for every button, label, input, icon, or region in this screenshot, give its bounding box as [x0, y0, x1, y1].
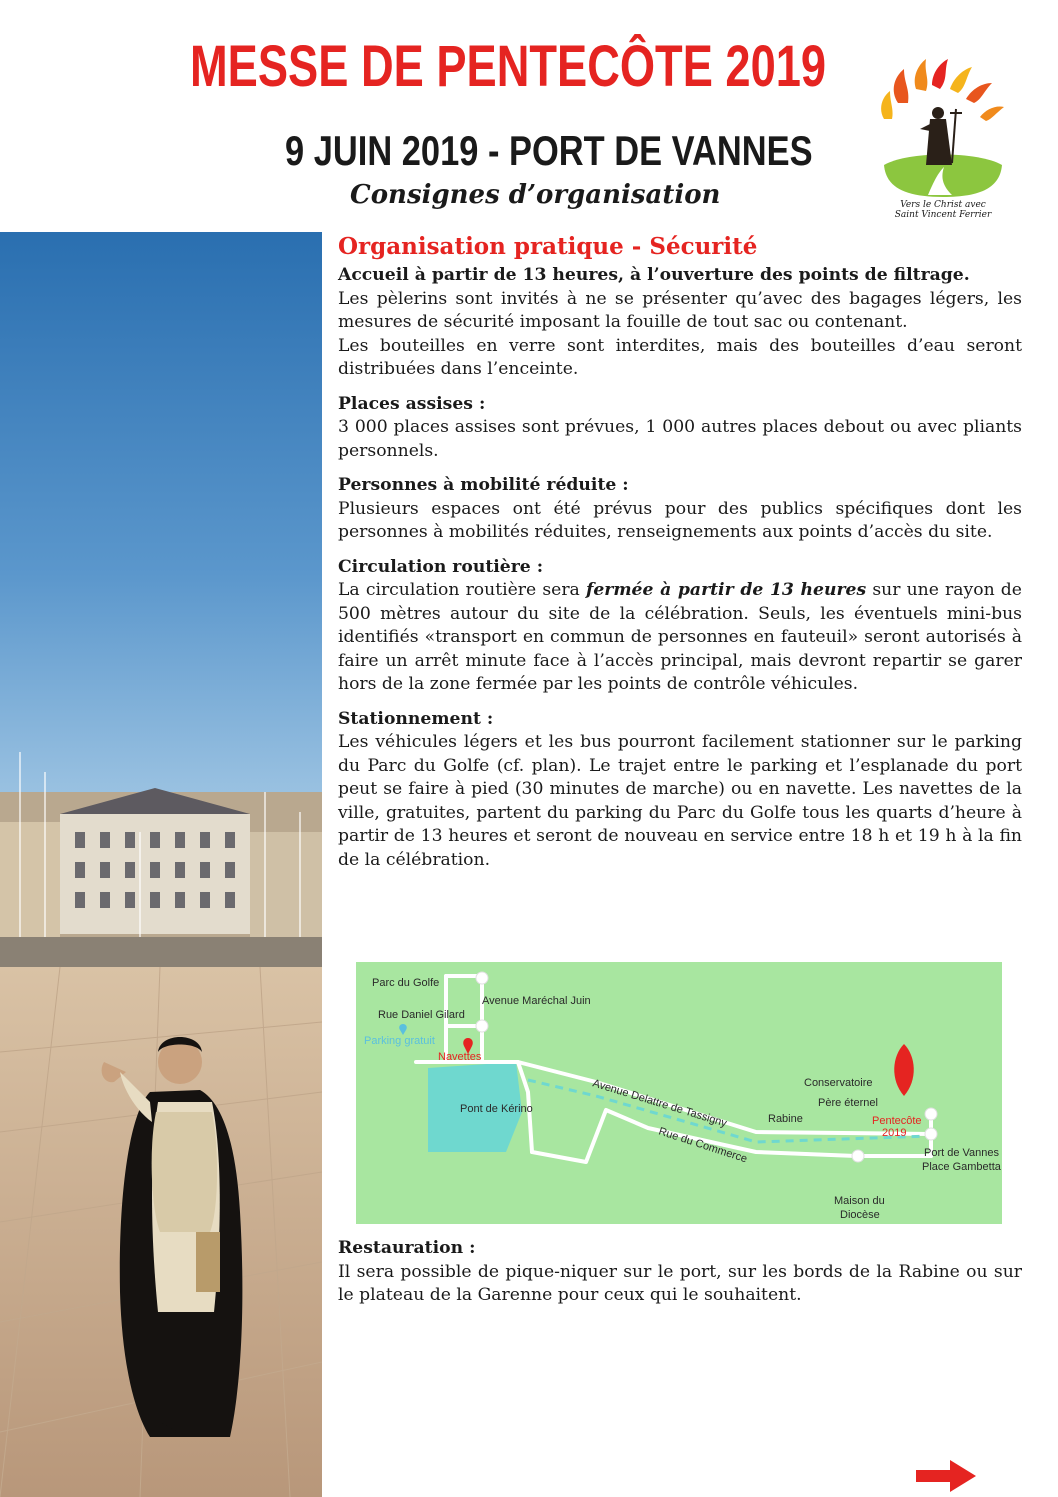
accueil-heading: Accueil à partir de 13 heures, à l’ouverture des points de filtrage.: [338, 265, 970, 285]
label-place-gambetta: Place Gambetta: [922, 1161, 1001, 1173]
label-pont-kerino: Pont de Kérino: [460, 1103, 533, 1115]
circulation-emphasis: fermée à partir de 13 heures: [585, 580, 867, 600]
stationnement-paragraph: Les véhicules légers et les bus pourront facilement stationner sur le parking du Parc du Golfe (cf. plan). Le trajet entre le parking et l’esplanade du port peut se faire à pied (30 minutes de marche) ou en navette. Les navettes de la ville, gratuites, partent du parking du Parc du Golfe tous les quarts d’heure à partir de 13 heures et seront de nouveau en service entre 18 h et 19 h à la fin de la célébration.: [338, 732, 1022, 870]
label-pere-eternel: Père éternel: [818, 1097, 878, 1109]
accueil-paragraph-1: Les pèlerins sont invités à ne se présenter qu’avec des bagages légers, les mesures de sécurité imposant la fouille de tout sac ou contenant.: [338, 288, 1022, 332]
main-content: [338, 232, 1022, 872]
next-page-arrow-icon[interactable]: [916, 1460, 976, 1492]
label-pentecote: Pentecôte: [872, 1115, 922, 1127]
label-avenue-juin: Avenue Maréchal Juin: [482, 995, 591, 1007]
logo: [868, 55, 1018, 220]
page-subtitle: 9 JUIN 2019 - PORT DE VANNES: [285, 127, 813, 174]
label-conservatoire: Conservatoire: [804, 1077, 873, 1089]
label-avenue-delattre: Avenue Delattre de Tassigny: [591, 1077, 729, 1130]
label-maison: Maison du: [834, 1195, 885, 1207]
consignes-heading: Consignes d’organisation: [350, 180, 721, 210]
circulation-text-b: sur une rayon de 500 mètres autour du site de la célébration. Seuls, les éventuels mini-bus identifiés «transport en commun de personnes en fauteuil» seront autorisés à faire un arrêt minute face à l’accès principal, mais devront repartir se garer hors de la zone fermée par les points de contrôle véhicules.: [338, 580, 1022, 694]
page-title: MESSE DE PENTECÔTE 2019: [190, 34, 827, 99]
port-photo: [0, 232, 322, 1497]
label-rabine: Rabine: [768, 1113, 803, 1125]
circulation-heading: Circulation routière :: [338, 556, 544, 577]
mobilite-heading: Personnes à mobilité réduite :: [338, 475, 629, 495]
places-heading: Places assises :: [338, 393, 486, 414]
label-parc-golfe: Parc du Golfe: [372, 977, 440, 989]
logo-line-2: Saint Vincent Ferrier: [894, 210, 992, 220]
label-rue-gilard: Rue Daniel Gilard: [378, 1009, 465, 1021]
label-diocese: Diocèse: [840, 1209, 880, 1221]
label-navettes: Navettes: [438, 1051, 482, 1063]
accueil-paragraph-2: Les bouteilles en verre sont interdites, mais des bouteilles d’eau seront distribuées dans l’enceinte.: [338, 335, 1022, 379]
restauration-paragraph: Il sera possible de pique-niquer sur le port, sur les bords de la Rabine ou sur le plateau de la Garenne pour ceux qui le souhaitent.: [338, 1261, 1022, 1305]
route-map: [356, 962, 1002, 1224]
section-title: Organisation pratique - Sécurité: [338, 233, 758, 260]
label-rue-commerce: Rue du Commerce: [657, 1125, 749, 1166]
restauration-section: [338, 1237, 1022, 1308]
restauration-heading: Restauration :: [338, 1238, 476, 1258]
label-parking: Parking gratuit: [364, 1035, 435, 1047]
circulation-paragraph: [338, 579, 1022, 697]
mobilite-paragraph: Plusieurs espaces ont été prévus pour des publics spécifiques dont les personnes à mobilités réduites, renseignements aux points d’accès du site.: [338, 498, 1022, 542]
circulation-text-a: La circulation routière sera: [338, 580, 586, 600]
label-annee: 2019: [882, 1127, 907, 1139]
stationnement-heading: Stationnement :: [338, 708, 494, 729]
label-port-vannes: Port de Vannes: [924, 1147, 1000, 1159]
places-paragraph: 3 000 places assises sont prévues, 1 000 autres places debout ou avec pliants personnels.: [338, 417, 1022, 461]
logo-line-1: Vers le Christ avec: [900, 200, 986, 210]
